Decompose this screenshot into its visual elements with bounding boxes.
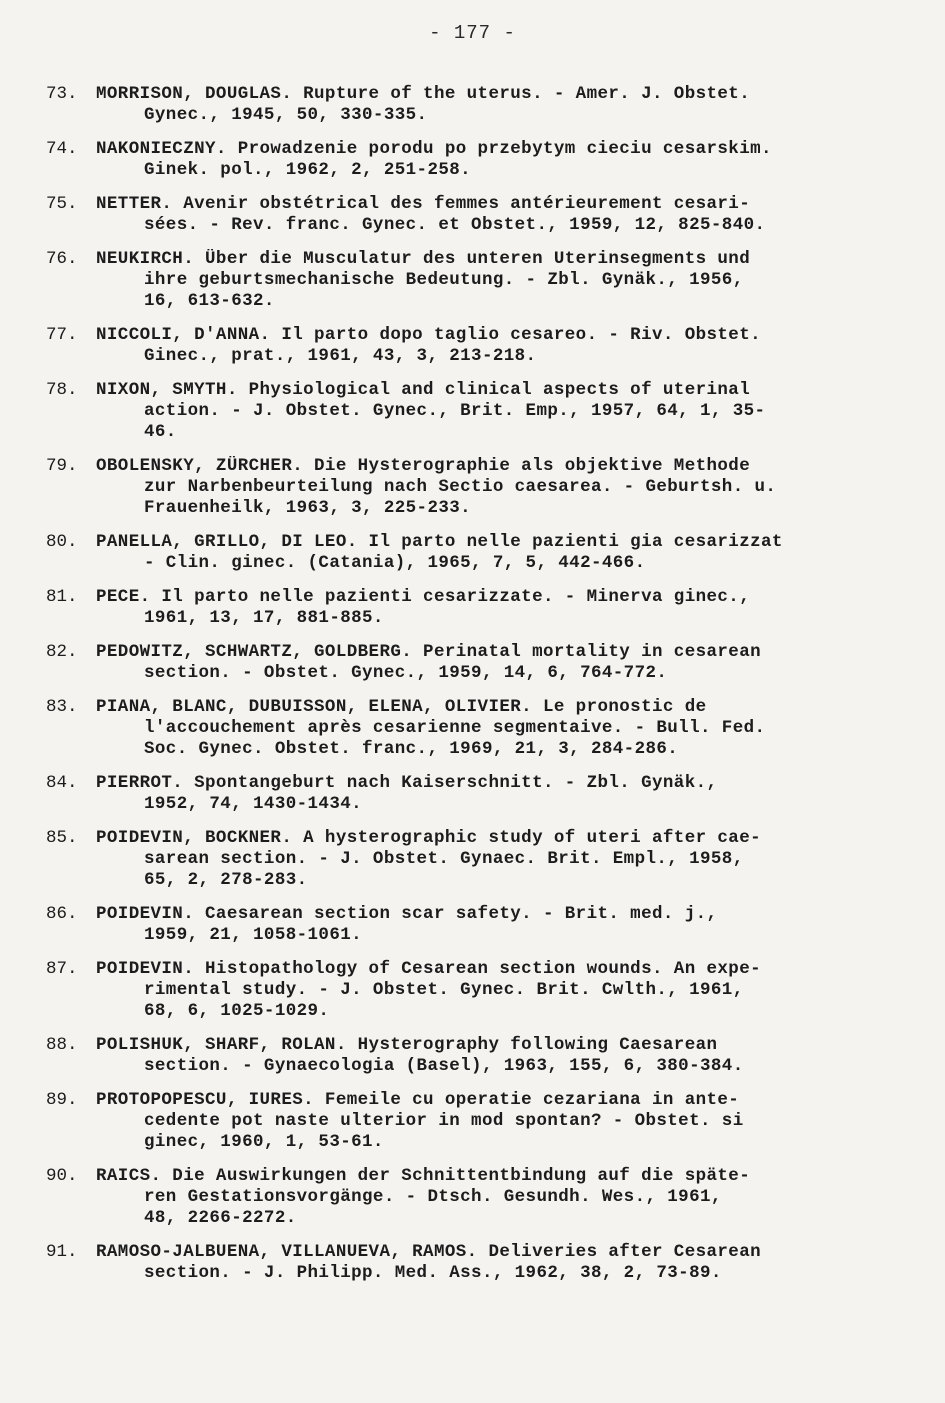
reference-line: action. - J. Obstet. Gynec., Brit. Emp., 1957, 64, 1, 35- bbox=[144, 401, 766, 421]
reference-number: 85. bbox=[46, 828, 78, 848]
reference-line: POIDEVIN, BOCKNER. A hysterographic study of uteri after cae- bbox=[96, 828, 762, 848]
reference-line: 48, 2266-2272. bbox=[144, 1208, 297, 1228]
reference-entry bbox=[46, 1166, 926, 1229]
reference-entry bbox=[46, 642, 926, 684]
reference-number: 88. bbox=[46, 1035, 78, 1055]
reference-entry bbox=[46, 84, 926, 126]
reference-line: section. - Obstet. Gynec., 1959, 14, 6, 764-772. bbox=[144, 663, 668, 683]
reference-line: PANELLA, GRILLO, DI LEO. Il parto nelle pazienti gia cesarizzat bbox=[96, 532, 783, 552]
reference-line: 1959, 21, 1058-1061. bbox=[144, 925, 363, 945]
reference-number: 77. bbox=[46, 325, 78, 345]
reference-line: POIDEVIN. Caesarean section scar safety. - Brit. med. j., bbox=[96, 904, 718, 924]
reference-line: POLISHUK, SHARF, ROLAN. Hysterography following Caesarean bbox=[96, 1035, 718, 1055]
reference-number: 90. bbox=[46, 1166, 78, 1186]
reference-number: 86. bbox=[46, 904, 78, 924]
reference-line: rimental study. - J. Obstet. Gynec. Brit. Cwlth., 1961, bbox=[144, 980, 744, 1000]
reference-line: OBOLENSKY, ZÜRCHER. Die Hysterographie als objektive Methode bbox=[96, 456, 751, 476]
reference-number: 91. bbox=[46, 1242, 78, 1262]
reference-number: 87. bbox=[46, 959, 78, 979]
reference-text bbox=[96, 1035, 926, 1077]
reference-line: NETTER. Avenir obstétrical des femmes antérieurement cesari- bbox=[96, 194, 751, 214]
reference-line: ginec, 1960, 1, 53-61. bbox=[144, 1132, 384, 1152]
reference-number: 81. bbox=[46, 587, 78, 607]
reference-text bbox=[96, 904, 926, 946]
reference-line: Ginek. pol., 1962, 2, 251-258. bbox=[144, 160, 472, 180]
reference-entry bbox=[46, 139, 926, 181]
reference-line: 46. bbox=[144, 422, 177, 442]
reference-number: 74. bbox=[46, 139, 78, 159]
reference-number: 82. bbox=[46, 642, 78, 662]
reference-line: Ginec., prat., 1961, 43, 3, 213-218. bbox=[144, 346, 537, 366]
reference-number: 89. bbox=[46, 1090, 78, 1110]
reference-line: 1952, 74, 1430-1434. bbox=[144, 794, 363, 814]
reference-text bbox=[96, 1166, 926, 1229]
reference-line: sées. - Rev. franc. Gynec. et Obstet., 1959, 12, 825-840. bbox=[144, 215, 766, 235]
reference-text bbox=[96, 1090, 926, 1153]
reference-line: NICCOLI, D'ANNA. Il parto dopo taglio cesareo. - Riv. Obstet. bbox=[96, 325, 762, 345]
reference-entry bbox=[46, 904, 926, 946]
reference-line: RAICS. Die Auswirkungen der Schnittentbindung auf die späte- bbox=[96, 1166, 751, 1186]
reference-line: Frauenheilk, 1963, 3, 225-233. bbox=[144, 498, 472, 518]
page-number: - 177 - bbox=[429, 22, 516, 44]
reference-text bbox=[96, 194, 926, 236]
reference-line: sarean section. - J. Obstet. Gynaec. Brit. Empl., 1958, bbox=[144, 849, 744, 869]
reference-line: l'accouchement après cesarienne segmentaive. - Bull. Fed. bbox=[144, 718, 766, 738]
reference-line: RAMOSO-JALBUENA, VILLANUEVA, RAMOS. Deliveries after Cesarean bbox=[96, 1242, 762, 1262]
reference-entry bbox=[46, 380, 926, 443]
reference-number: 80. bbox=[46, 532, 78, 552]
reference-entry bbox=[46, 249, 926, 312]
reference-entry bbox=[46, 194, 926, 236]
reference-text bbox=[96, 1242, 926, 1284]
reference-line: section. - J. Philipp. Med. Ass., 1962, 38, 2, 73-89. bbox=[144, 1263, 722, 1283]
reference-text bbox=[96, 697, 926, 760]
reference-line: POIDEVIN. Histopathology of Cesarean section wounds. An expe- bbox=[96, 959, 762, 979]
reference-line: 65, 2, 278-283. bbox=[144, 870, 308, 890]
reference-list bbox=[46, 84, 926, 1297]
reference-line: Soc. Gynec. Obstet. franc., 1969, 21, 3, 284-286. bbox=[144, 739, 679, 759]
reference-text bbox=[96, 642, 926, 684]
reference-entry bbox=[46, 1090, 926, 1153]
reference-text bbox=[96, 380, 926, 443]
reference-entry bbox=[46, 1035, 926, 1077]
reference-line: ihre geburtsmechanische Bedeutung. - Zbl. Gynäk., 1956, bbox=[144, 270, 744, 290]
reference-entry bbox=[46, 697, 926, 760]
reference-line: PIANA, BLANC, DUBUISSON, ELENA, OLIVIER. Le pronostic de bbox=[96, 697, 707, 717]
reference-text bbox=[96, 959, 926, 1022]
reference-entry bbox=[46, 587, 926, 629]
reference-text bbox=[96, 828, 926, 891]
reference-line: section. - Gynaecologia (Basel), 1963, 155, 6, 380-384. bbox=[144, 1056, 744, 1076]
reference-line: NEUKIRCH. Über die Musculatur des unteren Uterinsegments und bbox=[96, 249, 751, 269]
reference-entry bbox=[46, 959, 926, 1022]
reference-number: 84. bbox=[46, 773, 78, 793]
reference-entry bbox=[46, 773, 926, 815]
reference-entry bbox=[46, 325, 926, 367]
reference-number: 73. bbox=[46, 84, 78, 104]
reference-line: Gynec., 1945, 50, 330-335. bbox=[144, 105, 428, 125]
reference-line: PROTOPOPESCU, IURES. Femeile cu operatie cezariana in ante- bbox=[96, 1090, 740, 1110]
reference-line: zur Narbenbeurteilung nach Sectio caesarea. - Geburtsh. u. bbox=[144, 477, 777, 497]
reference-line: PECE. Il parto nelle pazienti cesarizzate. - Minerva ginec., bbox=[96, 587, 751, 607]
reference-line: PIERROT. Spontangeburt nach Kaiserschnitt. - Zbl. Gynäk., bbox=[96, 773, 718, 793]
reference-entry bbox=[46, 1242, 926, 1284]
reference-number: 75. bbox=[46, 194, 78, 214]
reference-number: 83. bbox=[46, 697, 78, 717]
reference-entry bbox=[46, 532, 926, 574]
reference-line: - Clin. ginec. (Catania), 1965, 7, 5, 442-466. bbox=[144, 553, 646, 573]
reference-text bbox=[96, 84, 926, 126]
reference-line: cedente pot naste ulterior in mod spontan? - Obstet. si bbox=[144, 1111, 744, 1131]
reference-number: 76. bbox=[46, 249, 78, 269]
reference-line: NAKONIECZNY. Prowadzenie porodu po przebytym cieciu cesarskim. bbox=[96, 139, 772, 159]
reference-text bbox=[96, 773, 926, 815]
reference-line: 68, 6, 1025-1029. bbox=[144, 1001, 330, 1021]
reference-text bbox=[96, 139, 926, 181]
reference-line: PEDOWITZ, SCHWARTZ, GOLDBERG. Perinatal mortality in cesarean bbox=[96, 642, 762, 662]
reference-number: 78. bbox=[46, 380, 78, 400]
reference-entry bbox=[46, 456, 926, 519]
reference-line: ren Gestationsvorgänge. - Dtsch. Gesundh. Wes., 1961, bbox=[144, 1187, 722, 1207]
reference-line: NIXON, SMYTH. Physiological and clinical aspects of uterinal bbox=[96, 380, 751, 400]
reference-line: 1961, 13, 17, 881-885. bbox=[144, 608, 384, 628]
reference-text bbox=[96, 587, 926, 629]
reference-text bbox=[96, 249, 926, 312]
reference-number: 79. bbox=[46, 456, 78, 476]
reference-entry bbox=[46, 828, 926, 891]
reference-text bbox=[96, 532, 926, 574]
reference-text bbox=[96, 325, 926, 367]
reference-text bbox=[96, 456, 926, 519]
reference-line: MORRISON, DOUGLAS. Rupture of the uterus. - Amer. J. Obstet. bbox=[96, 84, 751, 104]
reference-line: 16, 613-632. bbox=[144, 291, 275, 311]
